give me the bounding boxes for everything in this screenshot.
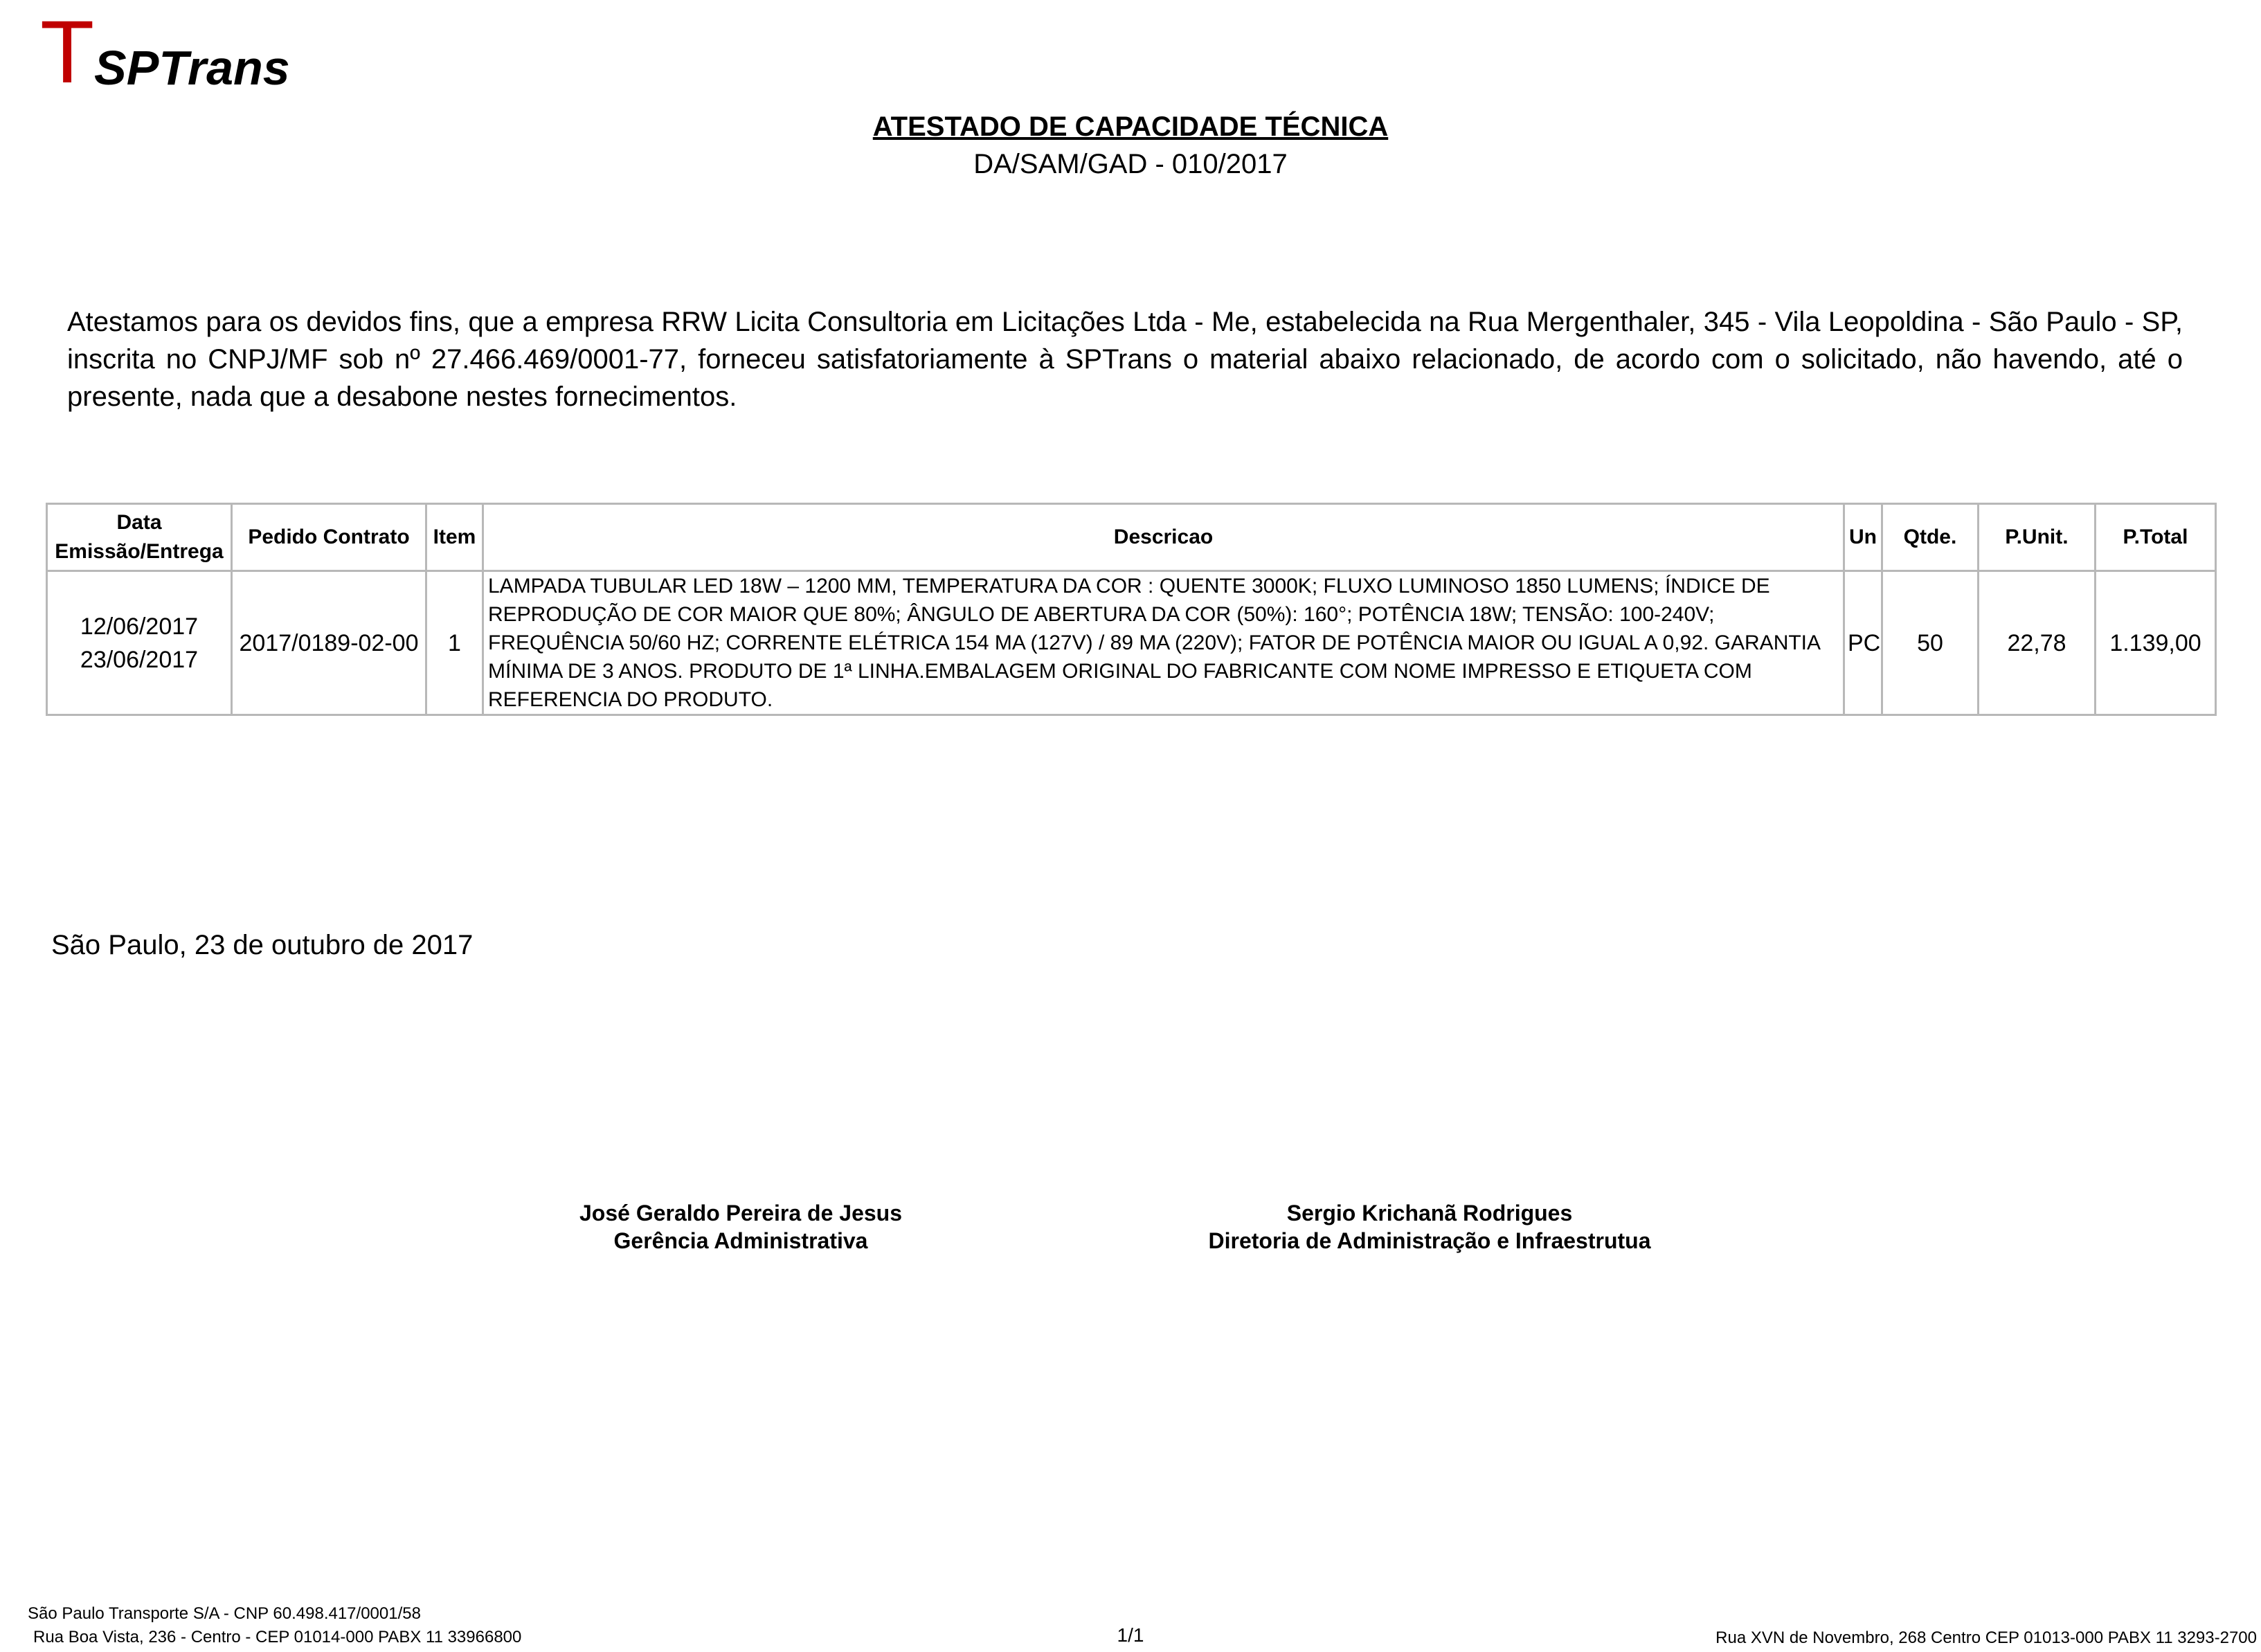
footer-address-left: Rua Boa Vista, 236 - Centro - CEP 01014-000 PABX 11 33966800 <box>33 1628 522 1646</box>
signature-name: Sergio Krichanã Rodrigues <box>1286 1201 1573 1225</box>
header-punit: P.Unit. <box>1979 504 2096 571</box>
header-un: Un <box>1844 504 1882 571</box>
intro-paragraph: Atestamos para os devidos fins, que a empresa RRW Licita Consultoria em Licitações Ltda - Me, estabelecida na Rua Mergenthaler, 345 - Vila Leopoldina - São Paulo - SP, inscrita no CNPJ/MF sob nº 27.466.469/0001-77, forneceu satisfatoriamente à SPTrans o material abaixo relacionado, de acordo com o solicitado, não havendo, até o presente, nada que a desabone nestes fornecimentos. <box>67 307 2183 412</box>
header-ptotal: P.Total <box>2096 504 2216 571</box>
place-date: São Paulo, 23 de outubro de 2017 <box>51 930 474 960</box>
signature-block-right <box>1142 1199 1717 1255</box>
cell-ptotal: 1.139,00 <box>2096 571 2216 715</box>
footer-left <box>28 1602 521 1649</box>
header-pedido: Pedido Contrato <box>232 504 426 571</box>
cell-un: PC <box>1844 571 1882 715</box>
header-data-line2: Emissão/Entrega <box>55 540 224 563</box>
cell-data-entrega: 23/06/2017 <box>80 646 199 673</box>
table-row <box>47 571 2216 715</box>
cell-pedido: 2017/0189-02-00 <box>232 571 426 715</box>
logo-mark: T <box>40 3 95 102</box>
logo-name: SPTrans <box>94 41 290 95</box>
signature-role: Gerência Administrativa <box>613 1228 868 1253</box>
page-number: 1/1 <box>1117 1624 1144 1646</box>
document-reference: DA/SAM/GAD - 010/2017 <box>973 149 1288 179</box>
header-qtde: Qtde. <box>1882 504 1979 571</box>
header-item: Item <box>426 504 483 571</box>
document-title: ATESTADO DE CAPACIDADE TÉCNICA <box>872 111 1389 142</box>
items-table <box>46 503 2217 716</box>
cell-qtde: 50 <box>1882 571 1979 715</box>
signature-block-left <box>526 1199 955 1255</box>
cell-item: 1 <box>426 571 483 715</box>
cell-punit: 22,78 <box>1979 571 2096 715</box>
header-descricao: Descricao <box>483 504 1844 571</box>
header-data-line1: Data <box>116 511 162 534</box>
footer-address-right: Rua XVN de Novembro, 268 Centro CEP 01013-000 PABX 11 3293-2700 <box>1715 1628 2257 1647</box>
cell-datas <box>47 571 232 715</box>
footer-company: São Paulo Transporte S/A - CNP 60.498.417/0001/58 <box>28 1604 421 1623</box>
signature-role: Diretoria de Administração e Infraestrutua <box>1208 1228 1651 1253</box>
cell-descricao: LAMPADA TUBULAR LED 18W – 1200 MM, TEMPERATURA DA COR : QUENTE 3000K; FLUXO LUMINOSO 1850 LUMENS; ÍNDICE DE REPRODUÇÃO DE COR MAIOR QUE 80%; ÂNGULO DE ABERTURA DA COR (50%): 160°; POTÊNCIA 18W; TENSÃO: 100-240V; FREQUÊNCIA 50/60 HZ; CORRENTE ELÉTRICA 154 MA (127V) / 89 MA (220V); FATOR DE POTÊNCIA MAIOR OU IGUAL A 0,92. GARANTIA MÍNIMA DE 3 ANOS. PRODUTO DE 1ª LINHA.EMBALAGEM ORIGINAL DO FABRICANTE COM NOME IMPRESSO E ETIQUETA COM REFERENCIA DO PRODUTO. <box>483 571 1844 715</box>
header-data <box>47 504 232 571</box>
signature-name: José Geraldo Pereira de Jesus <box>579 1201 903 1225</box>
table-header-row <box>47 504 2216 571</box>
sptrans-logo <box>40 3 317 102</box>
cell-data-emissao: 12/06/2017 <box>80 613 199 640</box>
